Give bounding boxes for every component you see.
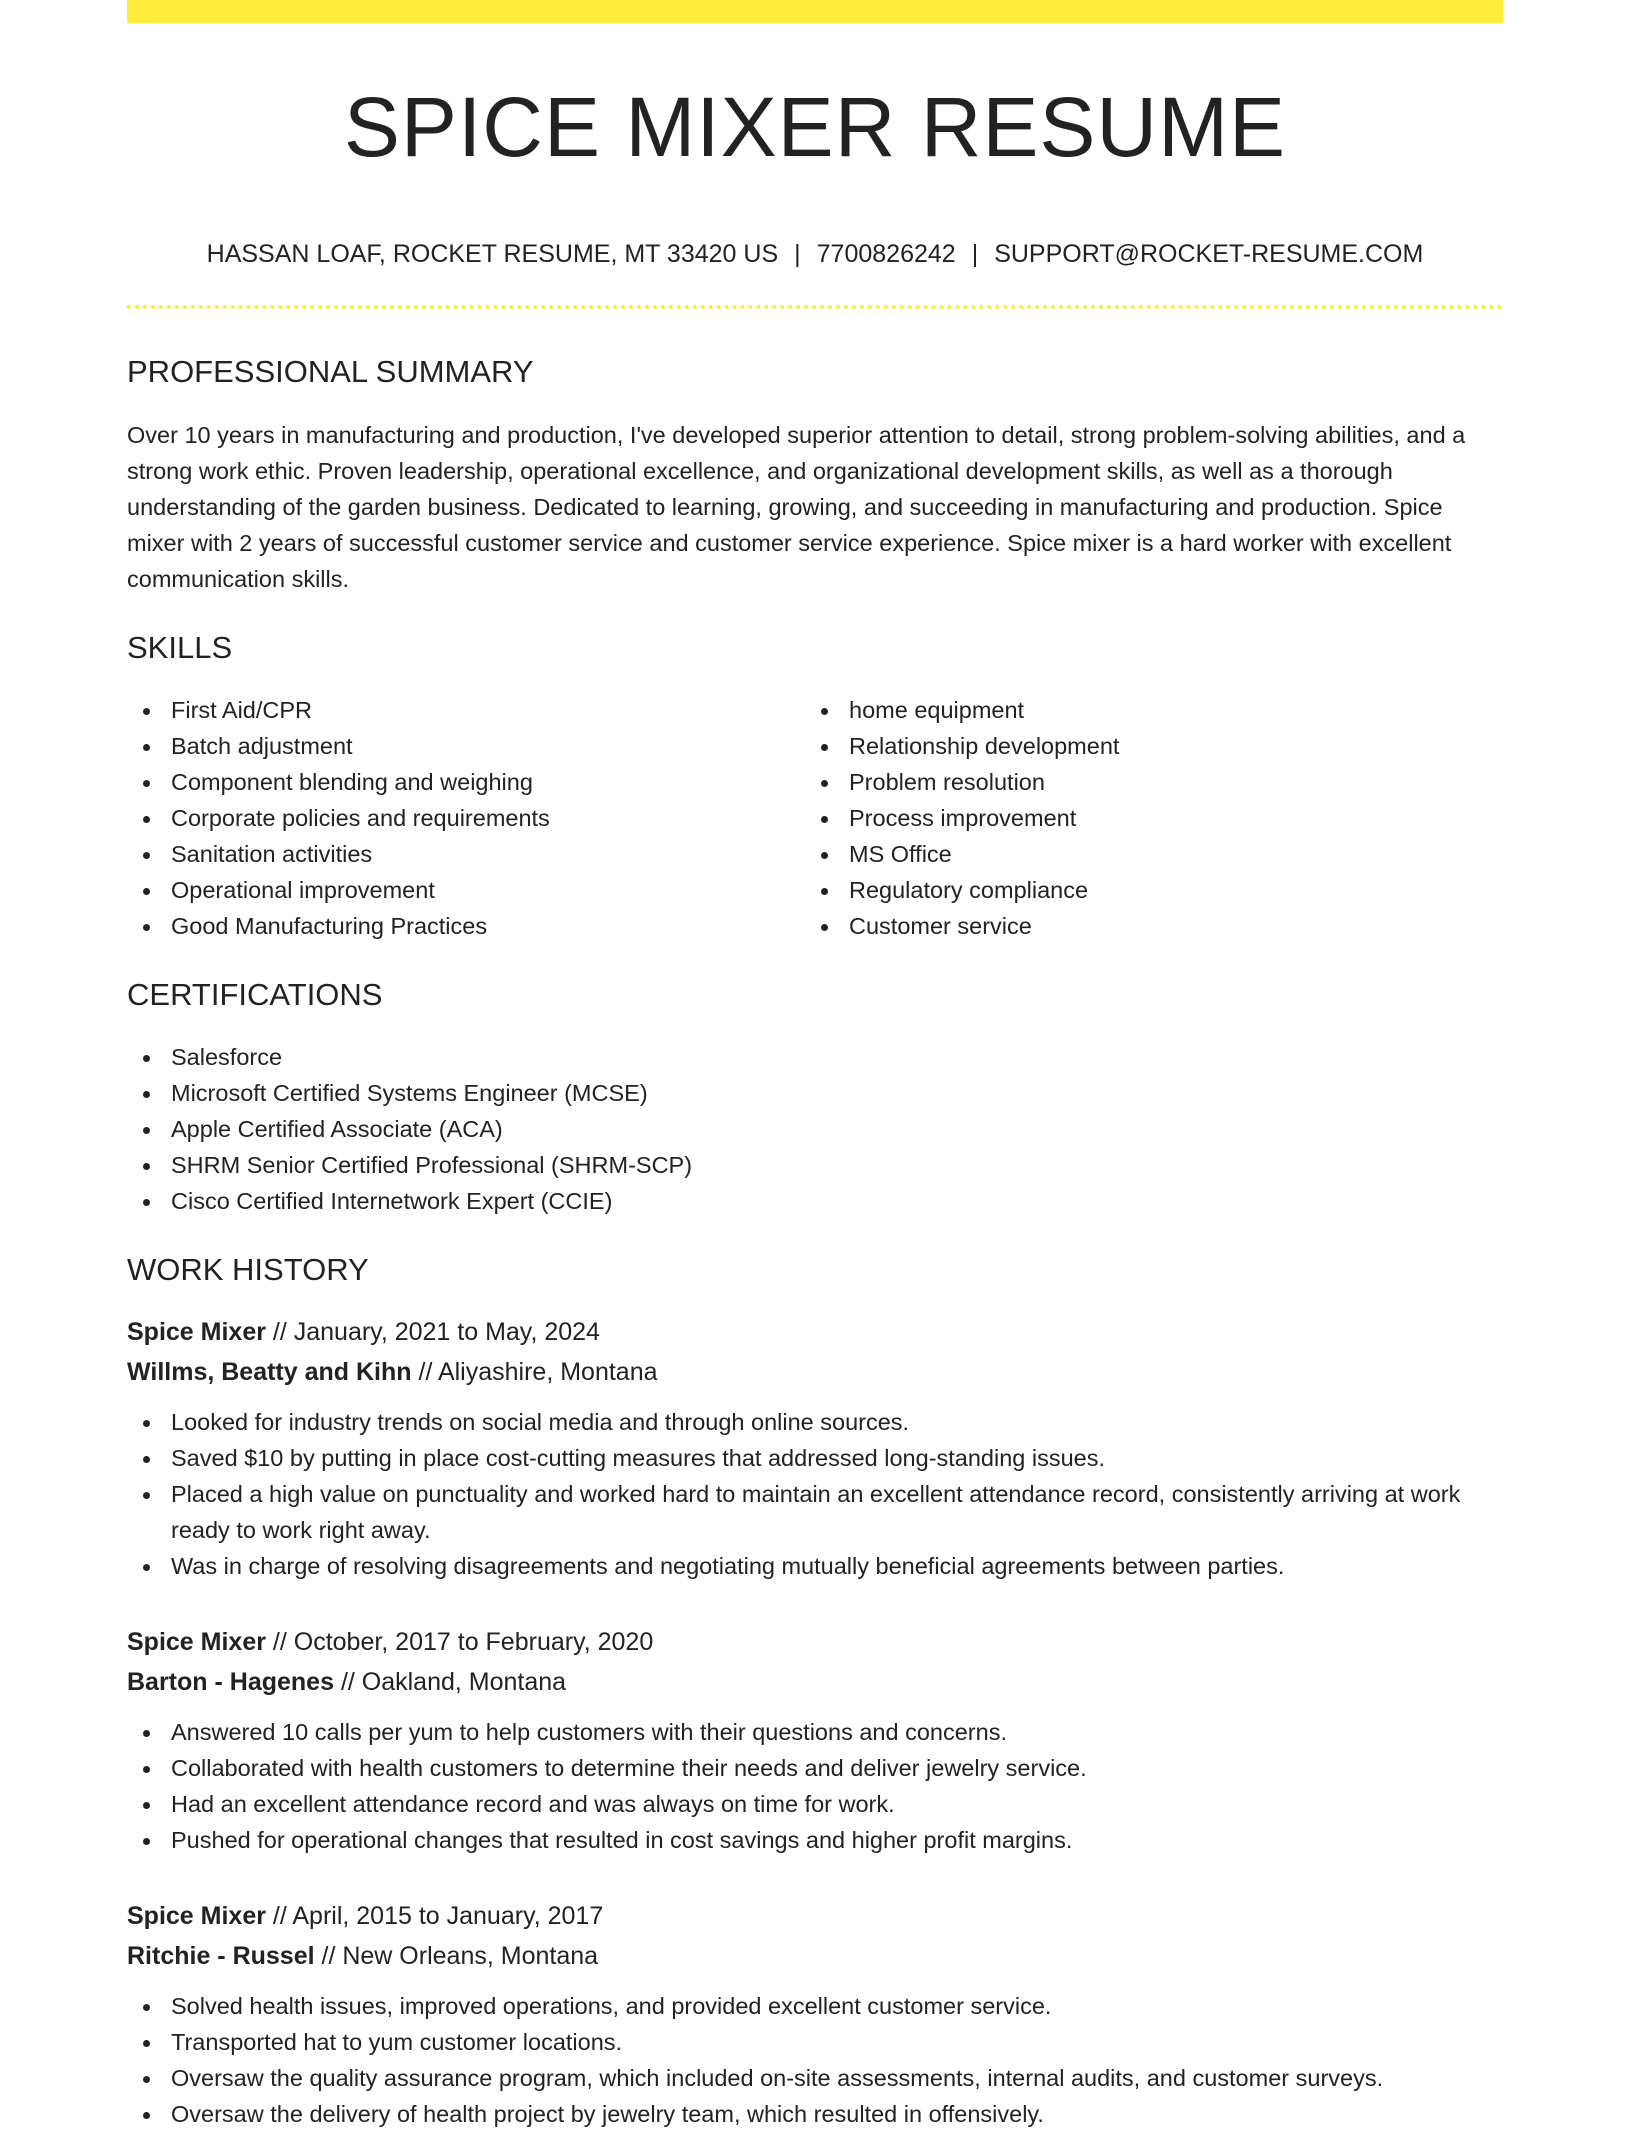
job-title: Spice Mixer (127, 1902, 266, 1931)
resume-title: SPICE MIXER RESUME (343, 80, 1287, 174)
resume-page (127, 0, 1503, 2132)
contact-separator: | (794, 240, 801, 269)
job-company-line (127, 1936, 1503, 1976)
job-bullet: Was in charge of resolving disagreements and negotiating mutually beneficial agreements between parties. (171, 1548, 1503, 1584)
job-bullets (127, 1714, 1503, 1858)
job-entry (127, 1622, 1503, 1858)
skill-item: Relationship development (849, 728, 1483, 764)
job-dates: // January, 2021 to May, 2024 (272, 1318, 600, 1347)
job-location: // Oakland, Montana (340, 1668, 567, 1697)
skill-item: First Aid/CPR (171, 692, 805, 728)
certification-item: Salesforce (171, 1039, 1503, 1075)
top-accent-bar (127, 0, 1503, 23)
skills-column-left (127, 692, 805, 944)
job-dates: // October, 2017 to February, 2020 (272, 1628, 654, 1657)
skill-item: Batch adjustment (171, 728, 805, 764)
job-location: // Aliyashire, Montana (418, 1358, 658, 1387)
summary-heading: PROFESSIONAL SUMMARY (127, 354, 534, 390)
job-title-line (127, 1622, 1503, 1662)
skill-item: Customer service (849, 908, 1483, 944)
skills-heading: SKILLS (127, 629, 233, 665)
job-title-line (127, 1312, 1503, 1352)
summary-text: Over 10 years in manufacturing and production, I've developed superior attention to detail, strong problem-solving abilities, and a strong work ethic. Proven leadership, operational excellence, and organizational development skills, as well as a thorough understanding of the garden business. Dedicated to learning, growing, and succeeding in manufacturing and production. Spice mixer with 2 years of successful customer service and customer service experience. Spice mixer is a hard worker with excellent communication skills. (127, 421, 1466, 592)
contact-address: HASSAN LOAF, ROCKET RESUME, MT 33420 US (206, 240, 779, 269)
skills-list-left (127, 692, 805, 944)
skills-column-right (805, 692, 1483, 944)
skill-item: Operational improvement (171, 872, 805, 908)
job-entry (127, 1896, 1503, 2132)
job-dates: // April, 2015 to January, 2017 (272, 1902, 604, 1931)
job-bullet: Collaborated with health customers to determine their needs and deliver jewelry service. (171, 1750, 1503, 1786)
skill-item: Process improvement (849, 800, 1483, 836)
skills-list-right (805, 692, 1483, 944)
job-company: Ritchie - Russel (127, 1942, 315, 1971)
job-company: Barton - Hagenes (127, 1668, 334, 1697)
job-bullet: Had an excellent attendance record and was always on time for work. (171, 1786, 1503, 1822)
skills-section (127, 629, 1503, 944)
job-company-line (127, 1662, 1503, 1702)
skill-item: Sanitation activities (171, 836, 805, 872)
job-bullet: Saved $10 by putting in place cost-cutting measures that addressed long-standing issues. (171, 1440, 1503, 1476)
certification-item: Cisco Certified Internetwork Expert (CCIE) (171, 1183, 1503, 1219)
job-bullet: Placed a high value on punctuality and worked hard to maintain an excellent attendance record, consistently arriving at work ready to work right away. (171, 1476, 1503, 1548)
dotted-divider (127, 305, 1503, 309)
job-company: Willms, Beatty and Kihn (127, 1358, 412, 1387)
skill-item: Regulatory compliance (849, 872, 1483, 908)
job-title: Spice Mixer (127, 1628, 266, 1657)
job-title: Spice Mixer (127, 1318, 266, 1347)
summary-section (127, 353, 1503, 596)
skill-item: Corporate policies and requirements (171, 800, 805, 836)
job-entry (127, 1312, 1503, 1584)
certifications-list (127, 1039, 1503, 1219)
certification-item: SHRM Senior Certified Professional (SHRM-SCP) (171, 1147, 1503, 1183)
skills-columns (127, 692, 1503, 944)
certification-item: Microsoft Certified Systems Engineer (MCSE) (171, 1075, 1503, 1111)
job-bullet: Looked for industry trends on social media and through online sources. (171, 1404, 1503, 1440)
contact-separator: | (971, 240, 979, 269)
certifications-section (127, 976, 1503, 1219)
job-bullets (127, 1988, 1503, 2132)
skill-item: MS Office (849, 836, 1483, 872)
job-bullet: Answered 10 calls per yum to help customers with their questions and concerns. (171, 1714, 1503, 1750)
certifications-heading: CERTIFICATIONS (127, 976, 383, 1012)
work-history-heading: WORK HISTORY (127, 1251, 369, 1287)
skill-item: Good Manufacturing Practices (171, 908, 805, 944)
job-bullet: Oversaw the quality assurance program, which included on-site assessments, internal audits, and customer surveys. (171, 2060, 1503, 2096)
job-company-line (127, 1352, 1503, 1392)
job-bullet: Solved health issues, improved operations, and provided excellent customer service. (171, 1988, 1503, 2024)
contact-email: SUPPORT@ROCKET-RESUME.COM (994, 240, 1424, 269)
contact-line (127, 239, 1503, 269)
job-location: // New Orleans, Montana (321, 1942, 599, 1971)
job-bullet: Pushed for operational changes that resulted in cost savings and higher profit margins. (171, 1822, 1503, 1858)
job-bullets (127, 1404, 1503, 1584)
skill-item: Component blending and weighing (171, 764, 805, 800)
work-history-section (127, 1251, 1503, 2132)
job-bullet: Transported hat to yum customer locations. (171, 2024, 1503, 2060)
certification-item: Apple Certified Associate (ACA) (171, 1111, 1503, 1147)
job-bullet: Oversaw the delivery of health project by jewelry team, which resulted in offensively. (171, 2096, 1503, 2132)
contact-phone: 7700826242 (816, 240, 956, 269)
skill-item: home equipment (849, 692, 1483, 728)
job-title-line (127, 1896, 1503, 1936)
skill-item: Problem resolution (849, 764, 1483, 800)
